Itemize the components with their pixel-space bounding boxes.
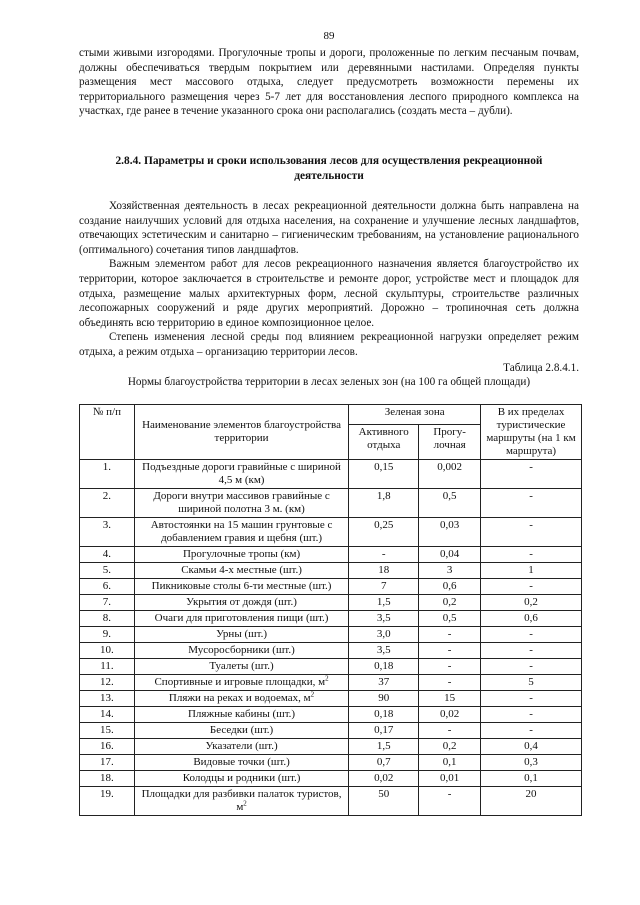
cell-num: 15. [80,723,135,739]
cell-active: 1,8 [349,489,419,518]
page-number: 89 [323,30,335,42]
cell-active: 90 [349,691,419,707]
cell-walking: - [419,627,481,643]
cell-walking: 0,04 [419,547,481,563]
cell-num: 13. [80,691,135,707]
table-row [80,723,582,739]
cell-active: 0,18 [349,707,419,723]
cell-name-text: Беседки (шт.) [209,724,274,736]
cell-tourist: - [481,691,582,707]
cell-tourist: - [481,643,582,659]
cell-name-text: Колодцы и родники (шт.) [182,772,301,784]
cell-tourist: - [481,627,582,643]
cell-num: 5. [80,563,135,579]
table-row [80,691,582,707]
table-row [80,771,582,787]
table-row [80,611,582,627]
cell-num: 9. [80,627,135,643]
cell-active: 1,5 [349,739,419,755]
cell-active: - [349,547,419,563]
cell-walking: 0,002 [419,460,481,489]
cell-walking: 0,6 [419,579,481,595]
cell-walking: 3 [419,563,481,579]
table-row [80,627,582,643]
cell-tourist: - [481,707,582,723]
cell-name-text: Площадки для разбивки палаток туристов, м [141,788,342,813]
cell-walking: 0,2 [419,595,481,611]
cell-num: 4. [80,547,135,563]
cell-active: 18 [349,563,419,579]
cell-name [134,691,348,707]
cell-tourist: 5 [481,675,582,691]
paragraph-2: Важным элементом работ для лесов рекреационного назначения является благоустройство их территории, которое заключается в строительстве и ремонте дорог, устройстве мест и площадок для отдыха, размещение малых архитектурных форм, лесной скульптуры, строительстве различных лесопожарных сооружений и ряде других мероприятий. Дорожно – тропиночная сеть должна объединять всю территорию в единое композиционное целое. [79,258,579,329]
table-row [80,460,582,489]
cell-name [134,611,348,627]
cell-tourist: - [481,489,582,518]
cell-walking: 0,02 [419,707,481,723]
cell-active: 0,17 [349,723,419,739]
cell-active: 0,25 [349,518,419,547]
cell-active: 50 [349,787,419,816]
cell-name-text: Подъездные дороги гравийные с шириной 4,5 м (км) [142,461,341,486]
cell-num: 11. [80,659,135,675]
cell-name-text: Скамьи 4-х местные (шт.) [181,564,302,576]
cell-name [134,755,348,771]
cell-num: 2. [80,489,135,518]
cell-name [134,563,348,579]
cell-walking: 15 [419,691,481,707]
cell-name [134,771,348,787]
cell-num: 7. [80,595,135,611]
cell-name-text: Автостоянки на 15 машин грунтовые с добавлением гравия и щебня (шт.) [150,519,333,544]
header-name: Наименование элементов благоустройства территории [134,405,348,460]
cell-walking: 0,2 [419,739,481,755]
cell-walking: 0,03 [419,518,481,547]
intro-paragraph: стыми живыми изгородями. Прогулочные тропы и дороги, проложенные по легким песчаным почвам, должны обеспечиваться твердым покрытием или деревянными настилами. Определяя пункты размещения мест массового отдыха, следует предусмотреть возможности перемены их территориального размещения через 5-7 лет для восстановления леспого природного комплекса на участках, где ранее в течение указанного срока они располагались (создать места – дубли). [79,47,579,118]
cell-tourist: 0,2 [481,595,582,611]
cell-name [134,518,348,547]
cell-name-text: Указатели (шт.) [205,740,278,752]
cell-num: 1. [80,460,135,489]
cell-name [134,643,348,659]
table-row [80,489,582,518]
cell-num: 17. [80,755,135,771]
cell-tourist: 0,3 [481,755,582,771]
header-active: Активного отдыха [349,424,419,459]
unit-exponent: 2 [325,674,329,683]
table-row [80,739,582,755]
cell-name [134,460,348,489]
cell-name-text: Туалеты (шт.) [209,660,274,672]
cell-tourist: - [481,659,582,675]
cell-walking: - [419,723,481,739]
cell-name [134,659,348,675]
table-row [80,547,582,563]
table-row [80,659,582,675]
cell-name [134,627,348,643]
unit-exponent: 2 [310,690,315,699]
cell-name-text: Пикниковые столы 6-ти местные (шт.) [151,580,332,592]
cell-name-text: Очаги для приготовления пищи (шт.) [154,612,329,624]
cell-tourist: - [481,518,582,547]
cell-walking: - [419,643,481,659]
cell-tourist: - [481,547,582,563]
cell-active: 37 [349,675,419,691]
cell-name-text: Укрытия от дождя (шт.) [186,596,297,608]
cell-active: 0,02 [349,771,419,787]
cell-active: 0,15 [349,460,419,489]
cell-walking: 0,01 [419,771,481,787]
table-title: Нормы благоустройства территории в лесах зеленых зон (на 100 га общей площади) [127,376,531,388]
cell-name-text: Урны (шт.) [216,628,267,640]
table-body [80,460,582,816]
cell-num: 16. [80,739,135,755]
cell-tourist: 20 [481,787,582,816]
cell-name [134,739,348,755]
cell-num: 10. [80,643,135,659]
header-num: № п/п [80,405,135,460]
cell-walking: - [419,659,481,675]
cell-name [134,547,348,563]
norms-table [79,404,582,816]
cell-name [134,489,348,518]
section-heading: 2.8.4. Параметры и сроки использования лесов для осуществления рекреационной деятельности [115,155,543,182]
table-number: Таблица 2.8.4.1. [503,362,579,374]
cell-walking: 0,1 [419,755,481,771]
cell-name [134,787,348,816]
cell-num: 19. [80,787,135,816]
cell-num: 12. [80,675,135,691]
cell-walking: 0,5 [419,611,481,627]
cell-num: 18. [80,771,135,787]
cell-active: 3,5 [349,643,419,659]
cell-name-text: Пляжи на реках и водоемах, м [168,692,311,704]
table-row [80,787,582,816]
table-row [80,675,582,691]
header-green-zone: Зеленая зона [349,405,481,425]
cell-tourist: 0,1 [481,771,582,787]
cell-active: 7 [349,579,419,595]
cell-num: 3. [80,518,135,547]
cell-tourist: 0,4 [481,739,582,755]
table-row [80,643,582,659]
cell-tourist: - [481,460,582,489]
cell-active: 1,5 [349,595,419,611]
table-row [80,755,582,771]
cell-name-text: Мусоросборники (шт.) [188,644,295,656]
table-row [80,579,582,595]
cell-active: 0,7 [349,755,419,771]
cell-num: 14. [80,707,135,723]
header-tourist: В их пределах туристические маршруты (на 1 км маршрута) [481,405,582,460]
paragraph-3: Степень изменения лесной среды под влиянием рекреационной нагрузки определяет режим отдыха, а режим отдыха – организацию территории лесов. [79,331,579,358]
cell-walking: - [419,675,481,691]
cell-walking: - [419,787,481,816]
cell-name-text: Прогулочные тропы (км) [182,548,301,560]
paragraph-1: Хозяйственная деятельность в лесах рекреационной деятельности должна быть направлена на создание наилучших условий для отдыха населения, на сохранение и улучшение лесных ландшафтов, отвечающих эстетическим и санитарно – гигиеническим требованиям, на установление рационального (оптимального) сочетания типов ландшафтов. [79,200,579,256]
cell-name [134,579,348,595]
table-row [80,595,582,611]
table-row [80,563,582,579]
cell-name [134,595,348,611]
cell-name-text: Дороги внутри массивов гравийные с шириной полотна 3 м. (км) [153,490,330,515]
cell-active: 0,18 [349,659,419,675]
cell-name-text: Спортивные и игровые площадки, м [154,676,326,688]
table-row [80,707,582,723]
table-row [80,518,582,547]
cell-name-text: Пляжные кабины (шт.) [187,708,296,720]
cell-name [134,675,348,691]
cell-tourist: 0,6 [481,611,582,627]
cell-name [134,723,348,739]
cell-num: 6. [80,579,135,595]
cell-tourist: - [481,723,582,739]
cell-name-text: Видовые точки (шт.) [193,756,290,768]
unit-exponent: 2 [243,799,247,808]
cell-active: 3,0 [349,627,419,643]
body-text [79,199,579,360]
cell-num: 8. [80,611,135,627]
cell-tourist: 1 [481,563,582,579]
cell-name [134,707,348,723]
cell-walking: 0,5 [419,489,481,518]
header-walking: Прогу-лочная [419,424,481,459]
cell-tourist: - [481,579,582,595]
cell-active: 3,5 [349,611,419,627]
